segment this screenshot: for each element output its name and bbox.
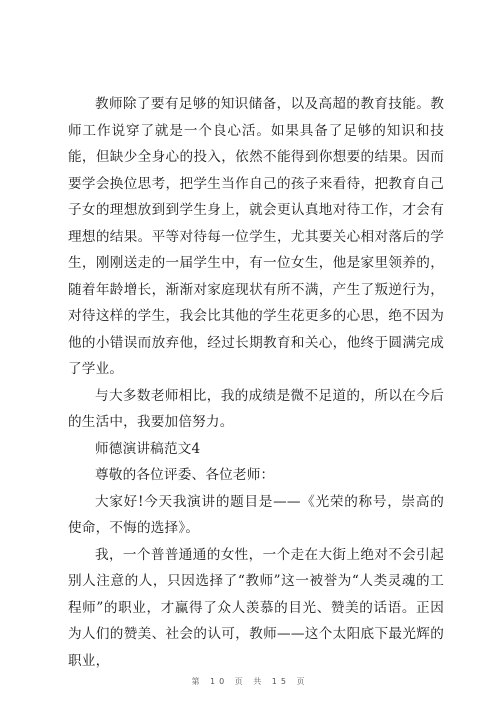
paragraph: 我，一个普普通通的女性，一个走在大街上绝对不会引起别人注意的人，只因选择了“教师”这一被誉为“人类灵魂的工程师”的职业，才赢得了众人羡慕的目光、赞美的话语。正因为人们的赞美、社会的认可，教师——这个太阳底下最光辉的职业， — [68, 546, 444, 669]
salutation: 尊敬的各位评委、各位老师： — [95, 467, 275, 483]
document-body — [68, 91, 444, 674]
paragraph: 大家好!今天我演讲的题目是——《光荣的称号，崇高的使命，不悔的选择》。 — [68, 493, 444, 536]
paragraph: 教师除了要有足够的知识储备，以及高超的教育技能。教师工作说穿了就是一个良心活。如果具备了足够的知识和技能，但缺少全身心的投入，依然不能得到你想要的结果。因而要学会换位思考，把学生当作自己的孩子来看待，把教育自己子女的理想放到到学生身上，就会更认真地对待工作，才会有理想的结果。平等对待每一位学生，尤其要关心相对落后的学生，刚刚送走的一届学生中，有一位女生，他是家里领养的，随着年龄增长，渐渐对家庭现状有所不满，产生了叛逆行为，对待这样的学生，我会比其他的学生花更多的心思，绝不因为他的小错误而放弃他，经过长期教育和关心，他终于圆满完成了学业。 — [68, 96, 444, 377]
page-footer: 第 10 页 共 15 页 — [191, 677, 309, 686]
section-heading: 师德演讲稿范文4 — [95, 440, 201, 457]
paragraph: 与大多数老师相比，我的成绩是微不足道的，所以在今后的生活中，我要加倍努力。 — [68, 387, 444, 430]
